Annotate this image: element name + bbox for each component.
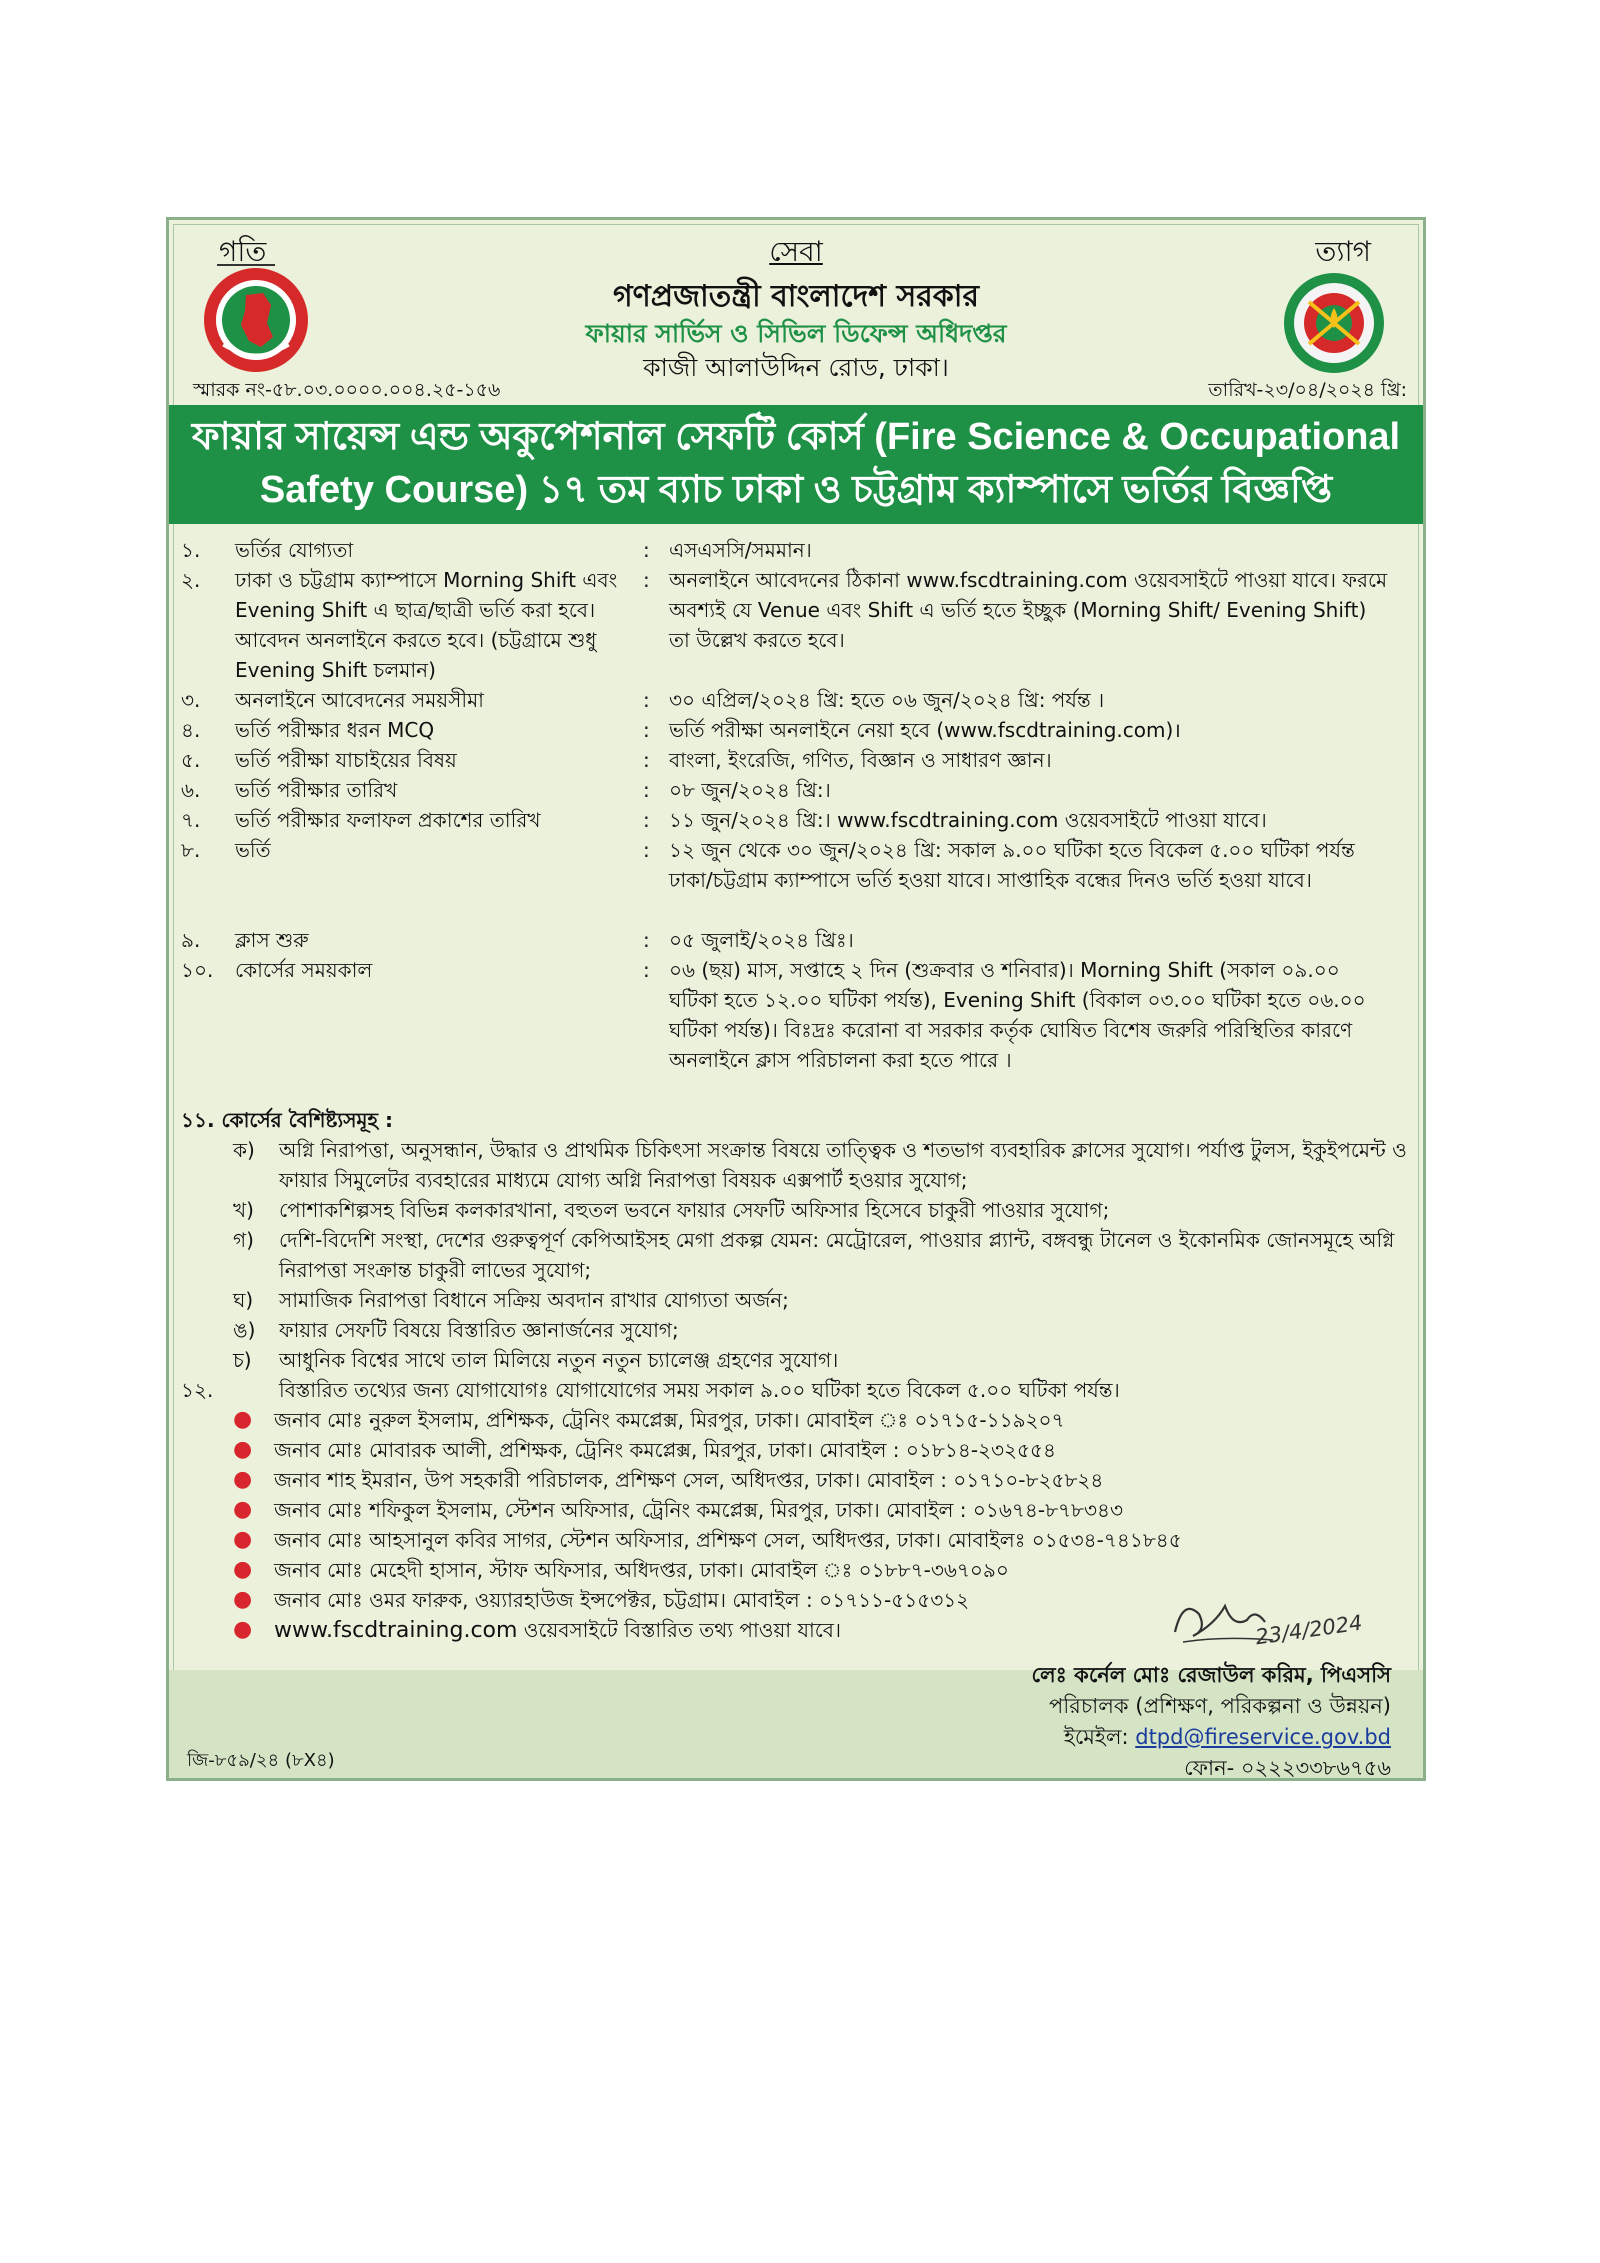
item-value: ০৮ জুন/২০২৪ খ্রি:। (669, 778, 831, 802)
item-label: ভর্তি (235, 838, 271, 862)
contact-text: জনাব মোঃ নুরুল ইসলাম, প্রশিক্ষক, ট্রেনিং কমপ্লেক্স, মিরপুর, ঢাকা। মোবাইল ঃ ০১৭১৫-১১৯২০৭ (274, 1408, 1065, 1432)
item-value: ১১ জুন/২০২৪ খ্রি:। www.fscdtraining.com ওয়েবসাইটে পাওয়া যাবে। (669, 808, 1267, 832)
feature-text: সামাজিক নিরাপত্তা বিধানে সক্রিয় অবদান রাখার যোগ্যতা অর্জন; (279, 1288, 789, 1312)
admission-notice (166, 217, 1426, 1781)
item-number: ১০. (181, 958, 214, 982)
bullet-icon: ● (233, 1437, 253, 1462)
signature-date: 23/4/2024 (1254, 1610, 1365, 1650)
title-line-2: Safety Course) ১৭ তম ব্যাচ ঢাকা ও চট্টগ্রাম ক্যাম্পাসে ভর্তির বিজ্ঞপ্তি (259, 469, 1333, 511)
item-number: ৯. (181, 928, 201, 952)
item-label: ক্লাস শুরু (235, 928, 309, 952)
item-value: ৩০ এপ্রিল/২০২৪ খ্রি: হতে ০৬ জুন/২০২৪ খ্রি: পর্যন্ত । (669, 688, 1105, 712)
motto-center-text: সেবা (769, 235, 823, 268)
item-value: ১২ জুন থেকে ৩০ জুন/২০২৪ খ্রি: সকাল ৯.০০ ঘটিকা হতে বিকেল ৫.০০ ঘটিকা পর্যন্ত ঢাকা/চট্টগ্রাম ক্যাম্পাসে ভর্তি হওয়া যাবে। সাপ্তাহিক বন্ধের দিনও ভর্তি হওয়া যাবে। (669, 838, 1355, 892)
bullet-icon: ● (233, 1557, 253, 1582)
feature-text: ফায়ার সেফটি বিষয়ে বিস্তারিত জ্ঞানার্জনের সুযোগ; (279, 1318, 679, 1342)
features-title: ১১. কোর্সের বৈশিষ্ট্যসমূহ : (181, 1108, 393, 1132)
bullet-icon: ● (233, 1497, 253, 1522)
contacts-number: ১২. (181, 1378, 214, 1402)
item-label: ভর্তি পরীক্ষার ধরন MCQ (235, 718, 435, 742)
signatory-designation: পরিচালক (প্রশিক্ষণ, পরিকল্পনা ও উন্নয়ন) (1049, 1694, 1391, 1718)
email-link[interactable]: dtpd@fireservice.gov.bd (1135, 1725, 1391, 1749)
feature-mark: ক) (233, 1138, 255, 1162)
item-colon: : (643, 538, 650, 562)
feature-mark: চ) (233, 1348, 252, 1372)
item-number: ৫. (181, 748, 201, 772)
feature-text: অগ্নি নিরাপত্তা, অনুসন্ধান, উদ্ধার ও প্রাথমিক চিকিৎসা সংক্রান্ত বিষয়ে তাত্ত্বিক ও শতভাগ ব্যবহারিক ক্লাসের সুযোগ। পর্যাপ্ত টুলস, ইকুইপমেন্ট ও ফায়ার সিমুলেটর ব্যবহারের মাধ্যমে যোগ্য অগ্নি নিরাপত্তা বিষয়ক এক্সপার্ট হওয়ার সুযোগ; (279, 1138, 1407, 1192)
notice-date: তারিখ-২৩/০৪/২০২৪ খ্রি: (1208, 379, 1407, 401)
contact-text: জনাব মোঃ শফিকুল ইসলাম, স্টেশন অফিসার, ট্রেনিং কমপ্লেক্স, মিরপুর, ঢাকা। মোবাইল : ০১৬৭৪-৮৭৮৩৪৩ (274, 1498, 1124, 1522)
footer-code: জি-৮৫৯/২৪ (৮X৪) (187, 1750, 335, 1771)
item-number: ৭. (181, 808, 201, 832)
contact-text: জনাব মোঃ আহসানুল কবির সাগর, স্টেশন অফিসার, প্রশিক্ষণ সেল, অধিদপ্তর, ঢাকা। মোবাইলঃ ০১৫৩৪-৭৪১৮৪৫ (274, 1528, 1182, 1552)
motto-right: ত্যাগ (1315, 235, 1371, 268)
item-label: ভর্তি পরীক্ষা যাচাইয়ের বিষয় (235, 748, 457, 772)
feature-mark: গ) (233, 1228, 254, 1252)
item-colon: : (643, 958, 650, 982)
contact-text: জনাব মোঃ ওমর ফারুক, ওয়্যারহাউজ ইন্সপেক্টর, চট্টগ্রাম। মোবাইল : ০১৭১১-৫১৫৩১২ (274, 1588, 970, 1612)
signatory-email (1064, 1722, 1391, 1753)
website-line (274, 1615, 841, 1646)
notice-title-banner (169, 405, 1423, 524)
feature-text: পোশাকশিল্পসহ বিভিন্ন কলকারখানা, বহুতল ভবনে ফায়ার সেফটি অফিসার হিসেবে চাকুরী পাওয়ার সুযোগ; (279, 1198, 1110, 1222)
department-address: কাজী আলাউদ্দিন রোড, ঢাকা। (643, 353, 949, 382)
item-number: ৬. (181, 778, 201, 802)
feature-mark: ঘ) (233, 1288, 254, 1312)
item-colon: : (643, 718, 650, 742)
item-value: ০৬ (ছয়) মাস, সপ্তাহে ২ দিন (শুক্রবার ও শনিবার)। Morning Shift (সকাল ০৯.০০ ঘটিকা হতে ১২.০০ ঘটিকা পর্যন্ত), Evening Shift (বিকাল ০৩.০০ ঘটিকা হতে ০৬.০০ ঘটিকা পর্যন্ত)। বিঃদ্রঃ করোনা বা সরকার কর্তৃক ঘোষিত বিশেষ জরুরি পরিস্থিতির কারণে অনলাইনে ক্লাস পরিচালনা করা হতে পারে । (669, 958, 1366, 1072)
item-label: কোর্সের সময়কাল (235, 958, 373, 982)
item-number: ৪. (181, 718, 201, 742)
bullet-icon: ● (233, 1407, 253, 1432)
item-number: ১. (181, 538, 201, 562)
feature-mark: খ) (233, 1198, 254, 1222)
contact-text: জনাব শাহ ইমরান, উপ সহকারী পরিচালক, প্রশিক্ষণ সেল, অধিদপ্তর, ঢাকা। মোবাইল : ০১৭১০-৮২৫৮২৪ (274, 1468, 1104, 1492)
item-value: ভর্তি পরীক্ষা অনলাইনে নেয়া হবে (www.fscdtraining.com)। (669, 718, 1181, 742)
item-colon: : (643, 808, 650, 832)
memo-number: স্মারক নং-৫৮.০৩.০০০০.০০৪.২৫-১৫৬ (193, 379, 501, 401)
bullet-icon: ● (233, 1617, 253, 1642)
item-value: ০৫ জুলাই/২০২৪ খ্রিঃ। (669, 928, 854, 952)
website-suffix: ওয়েবসাইটে বিস্তারিত তথ্য পাওয়া যাবে। (517, 1618, 842, 1642)
motto-left: গতি (219, 235, 267, 268)
government-name: গণপ্রজাতন্ত্রী বাংলাদেশ সরকার (613, 279, 979, 314)
item-colon: : (643, 748, 650, 772)
feature-mark: ঙ) (233, 1318, 256, 1342)
contacts-intro: বিস্তারিত তথ্যের জন্য যোগাযোগঃ যোগাযোগের সময় সকাল ৯.০০ ঘটিকা হতে বিকেল ৫.০০ ঘটিকা পর্যন্ত। (279, 1378, 1120, 1402)
item-value: অনলাইনে আবেদনের ঠিকানা www.fscdtraining.com ওয়েবসাইটে পাওয়া যাবে। ফরমে অবশ্যই যে Venue এবং Shift এ ভর্তি হতে ইচ্ছুক (Morning Shift/ Evening Shift) তা উল্লেখ করতে হবে। (669, 568, 1388, 652)
item-colon: : (643, 568, 650, 592)
email-label: ইমেইল: (1063, 1725, 1136, 1749)
item-colon: : (643, 838, 650, 862)
feature-text: দেশি-বিদেশি সংস্থা, দেশের গুরুত্বপূর্ণ কেপিআইসহ মেগা প্রকল্প যেমন: মেট্রোরেল, পাওয়ার প্ল্যান্ট, বঙ্গবন্ধু টানেল ও ইকোনমিক জোনসমূহে অগ্নি নিরাপত্তা সংক্রান্ত চাকুরী লাভের সুযোগ; (279, 1228, 1395, 1282)
signatory-name: লেঃ কর্নেল মোঃ রেজাউল করিম, পিএসসি (1031, 1663, 1391, 1687)
feature-text: আধুনিক বিশ্বের সাথে তাল মিলিয়ে নতুন নতুন চ্যালেঞ্জ গ্রহণের সুযোগ। (279, 1348, 839, 1372)
item-label: অনলাইনে আবেদনের সময়সীমা (235, 688, 484, 712)
title-line-1: ফায়ার সায়েন্স এন্ড অকুপেশনাল সেফটি কোর্স (Fire Science & Occupational (191, 416, 1401, 458)
bullet-icon: ● (233, 1527, 253, 1552)
item-label: ভর্তি পরীক্ষার ফলাফল প্রকাশের তারিখ (235, 808, 541, 832)
item-colon: : (643, 928, 650, 952)
item-value: বাংলা, ইংরেজি, গণিত, বিজ্ঞান ও সাধারণ জ্ঞান। (669, 748, 1052, 772)
item-colon: : (643, 688, 650, 712)
website-link[interactable]: www.fscdtraining.com (274, 1618, 518, 1643)
item-colon: : (643, 778, 650, 802)
item-number: ৮. (181, 838, 201, 862)
bullet-icon: ● (233, 1467, 253, 1492)
item-label: ভর্তি পরীক্ষার তারিখ (235, 778, 398, 802)
bullet-icon: ● (233, 1587, 253, 1612)
signatory-phone: ফোন- ০২২২৩৩৮৬৭৫৬ (1184, 1756, 1391, 1780)
contact-text: জনাব মোঃ মোবারক আলী, প্রশিক্ষক, ট্রেনিং কমপ্লেক্স, মিরপুর, ঢাকা। মোবাইল : ০১৮১৪-২৩২৫৫৪ (274, 1438, 1056, 1462)
item-label: ভর্তির যোগ্যতা (235, 538, 354, 562)
item-number: ২. (181, 568, 201, 592)
item-value: এসএসসি/সমমান। (669, 538, 812, 562)
contact-text: জনাব মোঃ মেহেদী হাসান, স্টাফ অফিসার, অধিদপ্তর, ঢাকা। মোবাইল ঃ ০১৮৮৭-৩৬৭০৯০ (274, 1558, 1009, 1582)
item-label: ঢাকা ও চট্টগ্রাম ক্যাম্পাসে Morning Shift এবং Evening Shift এ ছাত্র/ছাত্রী ভর্তি করা হবে। আবেদন অনলাইনে করতে হবে। (চট্টগ্রামে শুধু Evening Shift চলমান) (235, 568, 618, 682)
motto-center (169, 230, 1423, 277)
department-name: ফায়ার সার্ভিস ও সিভিল ডিফেন্স অধিদপ্তর (585, 319, 1007, 348)
item-number: ৩. (181, 688, 201, 712)
